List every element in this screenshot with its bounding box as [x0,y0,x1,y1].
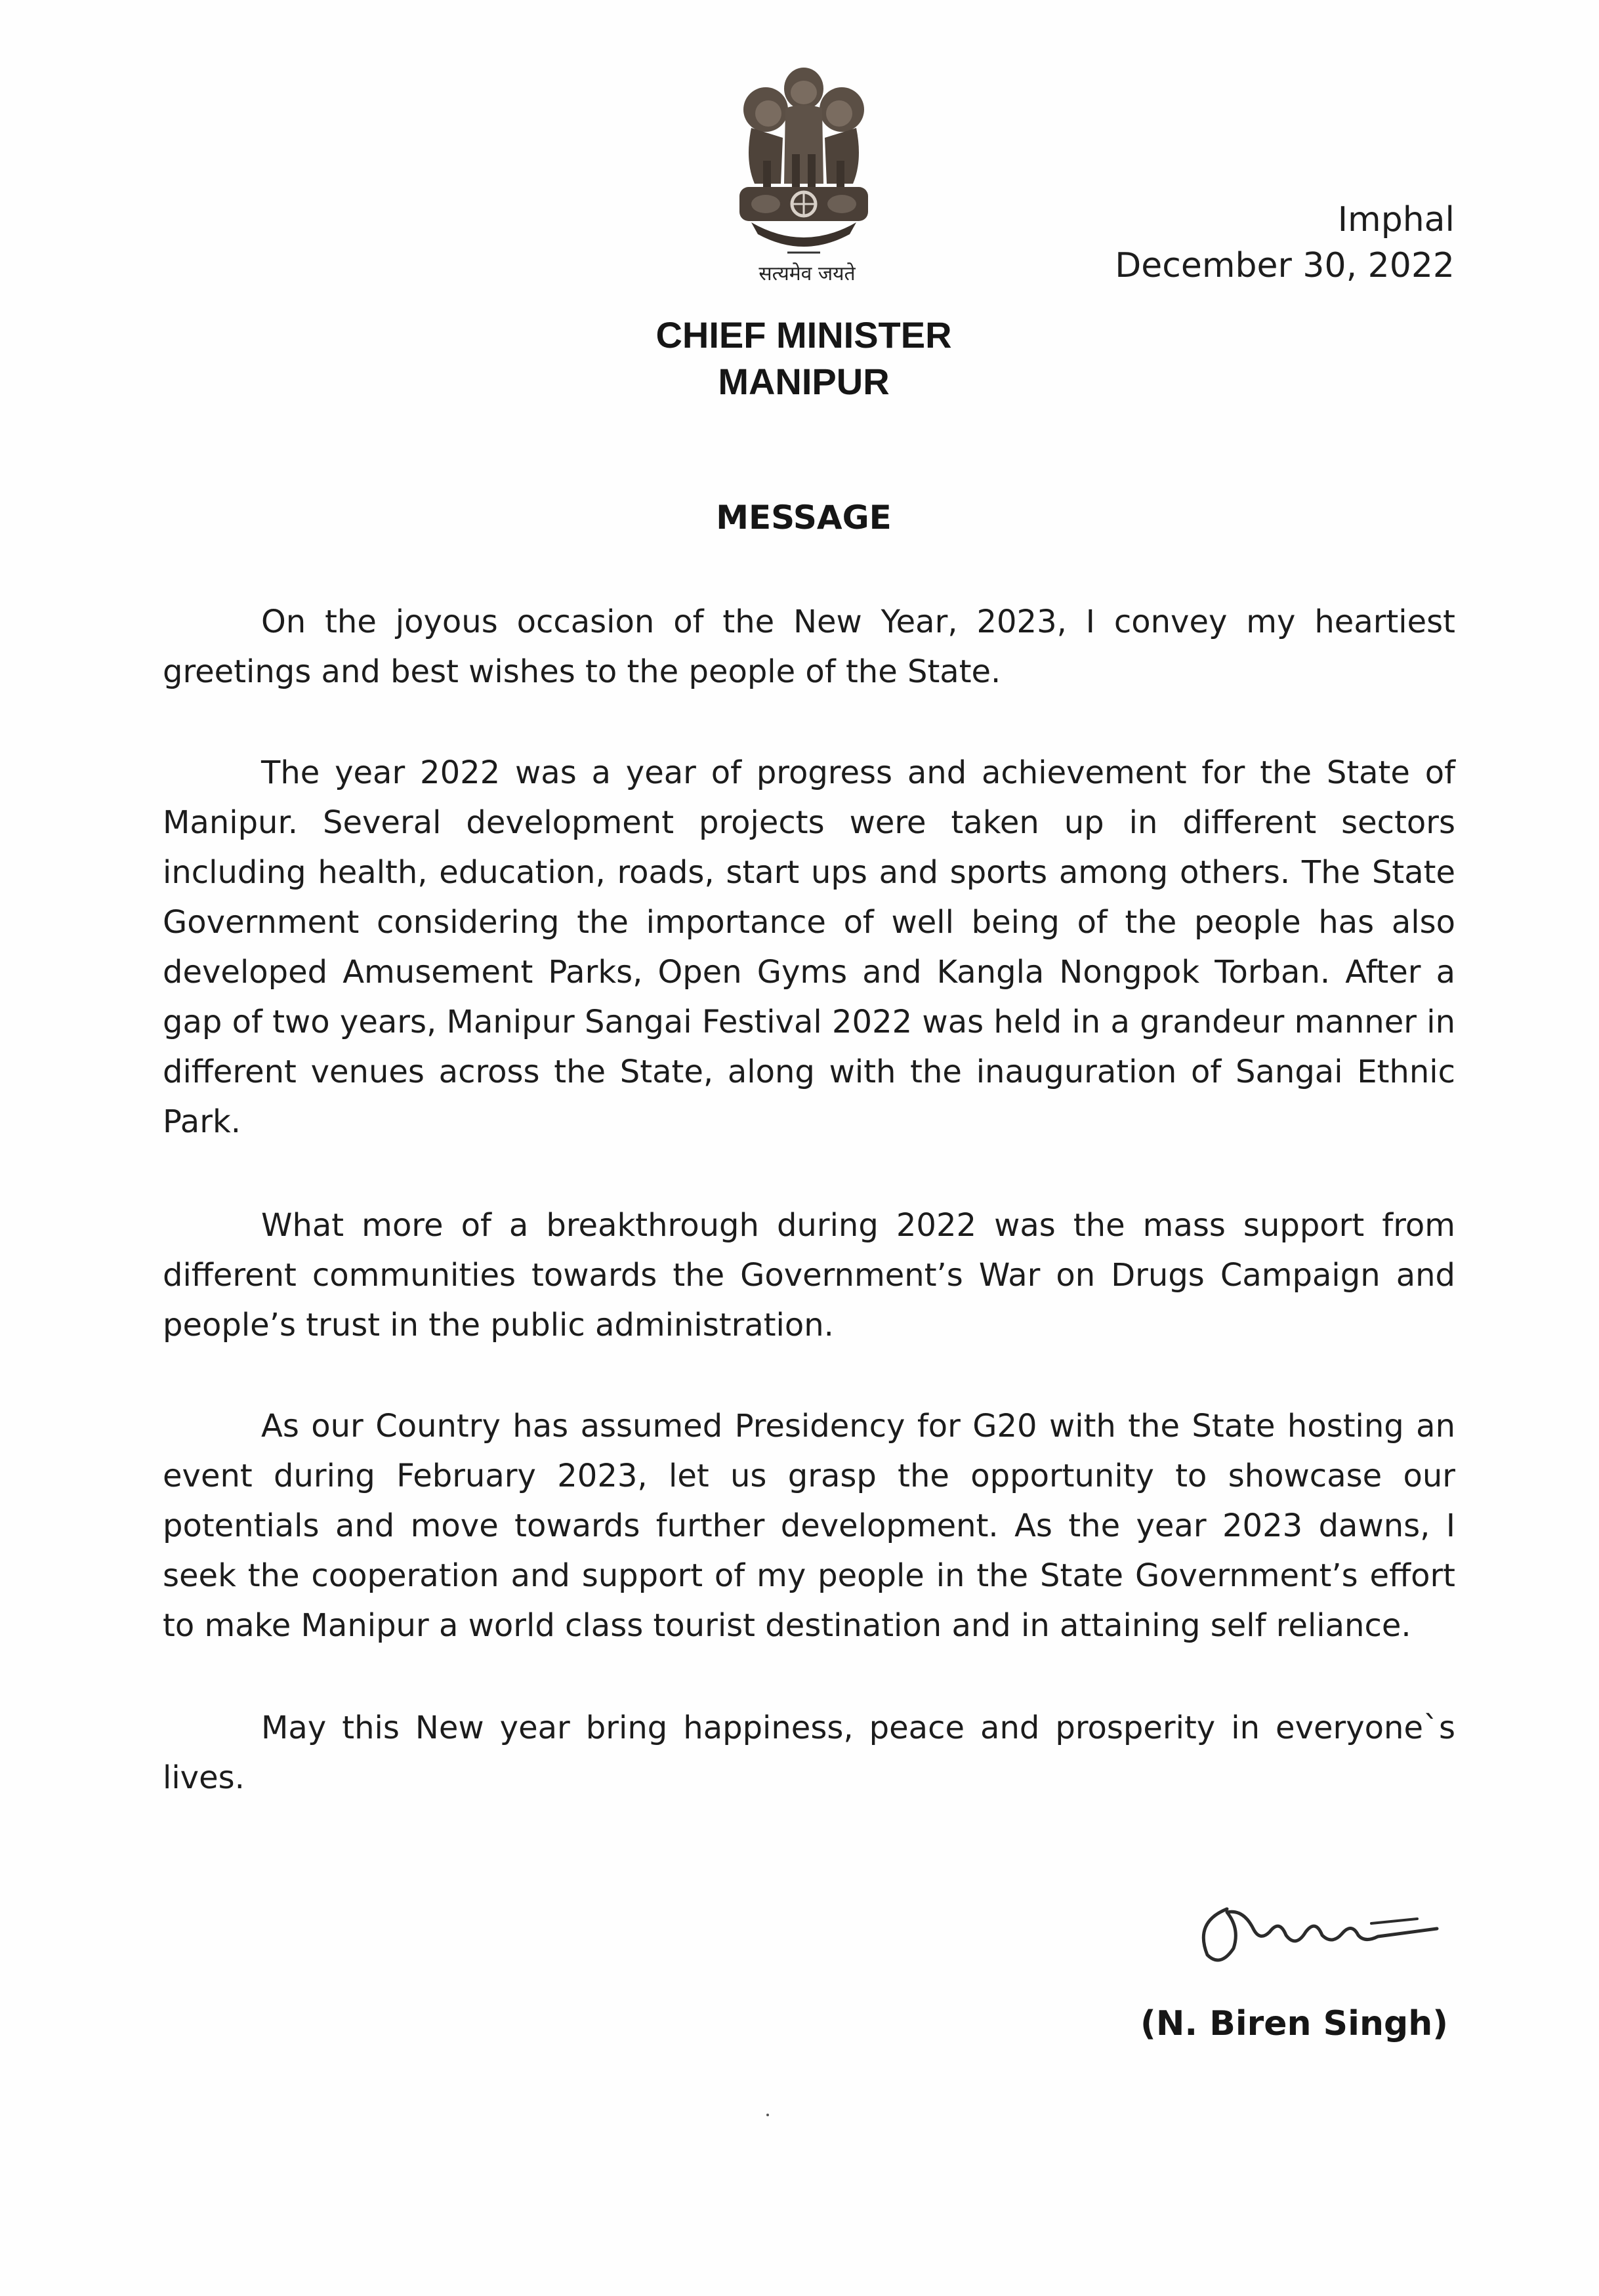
state-title: MANIPUR [718,361,890,402]
paragraph-2: The year 2022 was a year of progress and achievement for the State of Manipur. Several development projects were taken up in different sectors including health, education, roads, start ups and sports among others. The State Government considering the importance of well being of the people has also developed Amusement Parks, Open Gyms and Kangla Nongpok Torban. After a gap of two years, Manipur Sangai Festival 2022 was held in a grandeur manner in different venues across the State, along with the inauguration of Sangai Ethnic Park. [163,754,1455,1140]
paragraph-3: What more of a breakthrough during 2022 was the mass support from different communities towards the Government’s War on Drugs Campaign and people’s trust in the public administration. [163,1207,1455,1343]
signatory-name: (N. Biren Singh) [1140,2004,1448,2043]
handwritten-signature-icon [1181,1883,1463,1975]
date-text: December 30, 2022 [1115,246,1455,285]
place-date-block [995,197,1455,289]
emblem-motto: सत्यमेव जयते [758,262,856,285]
place-text: Imphal [1337,200,1455,239]
paragraph-5: May this New year bring happiness, peace and prosperity in everyone`s lives. [163,1710,1455,1796]
paragraph-1: On the joyous occasion of the New Year, 2023, I convey my heartiest greetings and best wishes to the people of the State. [163,604,1455,690]
paragraph-4: As our Country has assumed Presidency for G20 with the State hosting an event during February 2023, let us grasp the opportunity to showcase our potentials and move towards further development. As the year 2023 dawns, I seek the cooperation and support of my people in the State Government’s effort to make Manipur a world class tourist destination and in attaining self reliance. [163,1408,1455,1644]
state-emblem-icon [725,62,883,289]
scan-speck [766,2114,769,2116]
message-heading: MESSAGE [716,499,892,537]
office-title: CHIEF MINISTER [655,314,952,356]
